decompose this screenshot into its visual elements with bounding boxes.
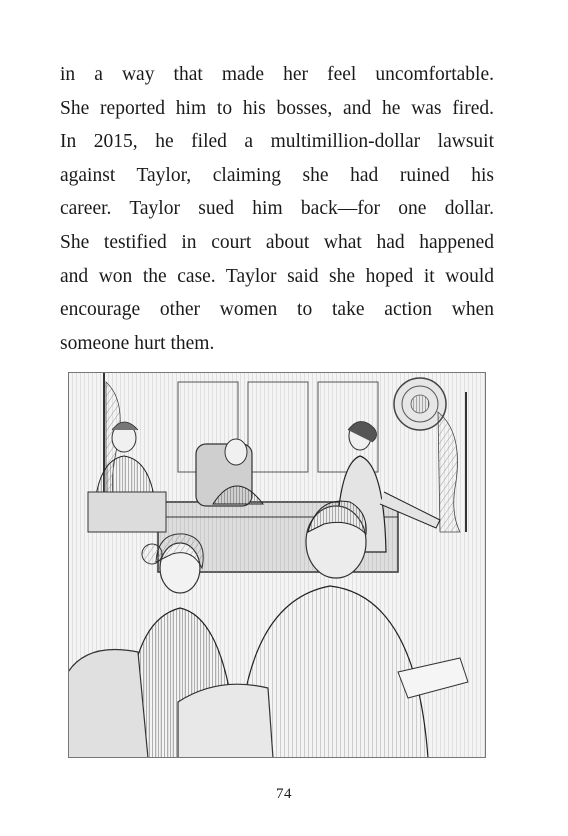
page-number: 74 <box>276 786 292 802</box>
body-text <box>60 58 494 360</box>
courtroom-sketch <box>68 372 486 758</box>
text-line-6: She testified in court about what had happened <box>60 231 494 253</box>
text-line-1: in a way that made her feel uncomfortable. <box>60 64 494 85</box>
text-line-4: against Taylor, claiming she had ruined his <box>60 164 494 186</box>
text-line-8: encourage other women to take action when <box>60 299 494 321</box>
text-line-7: and won the case. Taylor said she hoped it would <box>60 265 494 287</box>
text-line-3: In 2015, he filed a multimillion-dollar lawsuit <box>60 131 494 153</box>
text-line-9: someone hurt them. <box>60 332 215 354</box>
text-line-2: She reported him to his bosses, and he was fired. <box>60 97 494 119</box>
text-line-5: career. Taylor sued him back—for one dollar. <box>60 198 494 220</box>
courtroom-illustration <box>68 372 486 758</box>
